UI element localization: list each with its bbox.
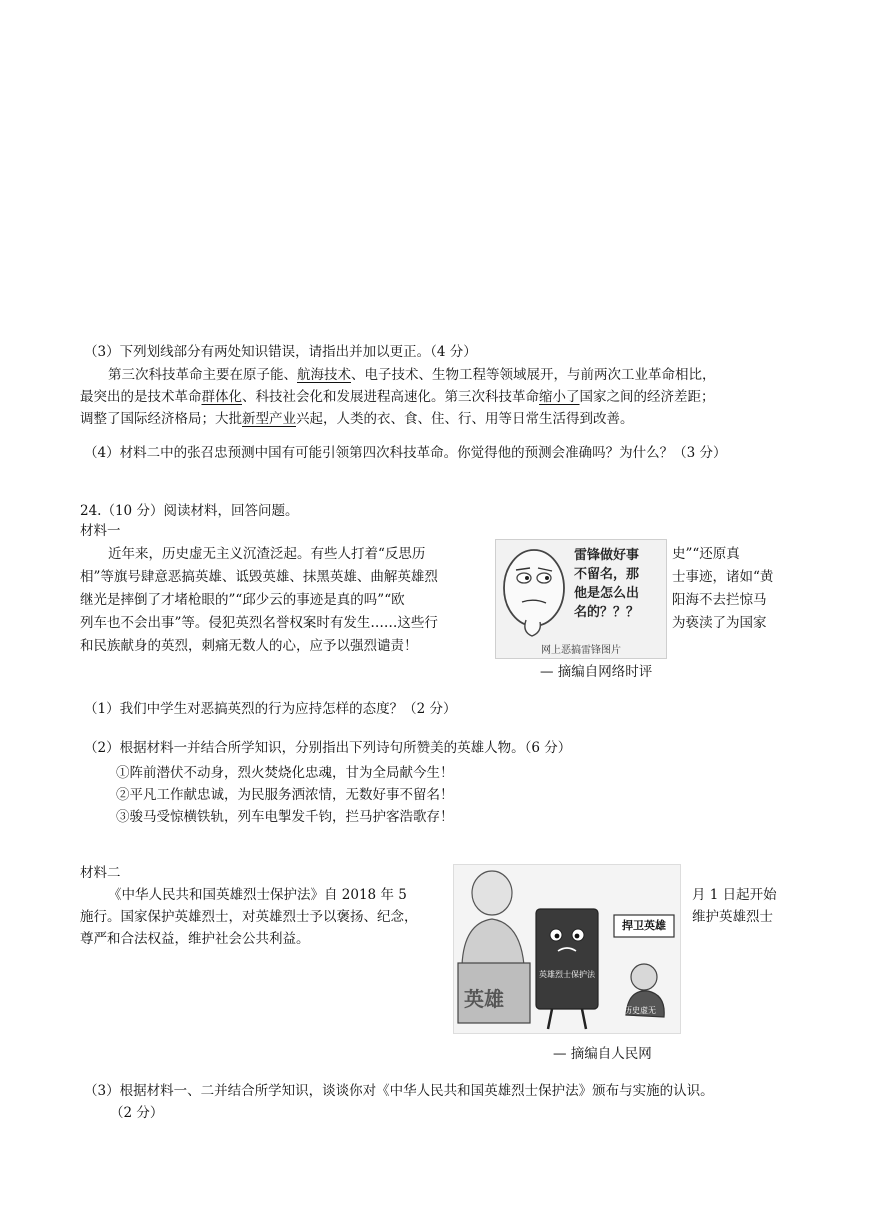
q24-header: 24.（10 分）阅读材料，回答问题。 [80,503,299,519]
material1-line2-right: 士事迹，诸如“黄 [672,569,774,585]
q23-part3-text-line2 [80,386,715,408]
material1-line1-left: 近年来，历史虚无主义沉渣泛起。有些人打着“反思历 [108,546,426,562]
material1-line2-left: 相”等旗号肆意恶搞英雄、诋毁英雄、抹黑英雄、曲解英雄烈 [80,569,438,585]
cartoon-villain-label: 历史虚无 [624,1006,656,1015]
material2-line2-right: 维护英雄烈士 [692,909,773,925]
material1-line3-left: 继光是摔倒了才堵枪眼的”“邱少云的事迹是真的吗”“欧 [80,592,405,608]
underlined-segment: 航海技术 [297,367,351,383]
q23-part3-text-line1 [108,364,716,386]
q24-part3-prompt-line1: （3）根据材料一、二并结合所学知识，谈谈你对《中华人民共和国英雄烈士保护法》颁布与实施的认识。 [84,1083,714,1099]
underlined-segment: 缩小了 [539,389,580,405]
material1-line4-left: 列车也不会出事”等。侵犯英烈名誉权案时有发生……这些行 [80,615,438,631]
meme-text-line: 不留名，那 [574,567,640,582]
poem-line-2: ②平凡工作献忠诚，为民服务洒浓情，无数好事不留名！ [116,787,454,803]
q23-part3-text-line3 [80,408,634,430]
material1-source: — 摘编自网络时评 [540,664,653,680]
meme-image [495,539,667,659]
material2-line1-right: 月 1 日起开始 [692,887,777,903]
material2-line3: 尊严和合法权益，维护社会公共利益。 [80,931,310,947]
material1-title: 材料一 [80,523,121,539]
material1-line1-right: 史”“还原真 [672,546,740,562]
underlined-segment: 新型产业 [242,411,296,427]
q24-part2-prompt: （2）根据材料一并结合所学知识，分别指出下列诗句所赞美的英雄人物。（6 分） [84,740,572,756]
q24-part1-prompt: （1）我们中学生对恶搞英烈的行为应持怎样的态度？（2 分） [84,701,457,717]
q23-part4-prompt: （4）材料二中的张召忠预测中国有可能引领第四次科技革命。你觉得他的预测会准确吗？为什么？（3 分） [84,445,727,461]
cartoon-base-label: 英雄 [464,987,504,1011]
material2-line1-left: 《中华人民共和国英雄烈士保护法》自 2018 年 5 [108,887,407,903]
material2-line2-left: 施行。国家保护英雄烈士，对英雄烈士予以褒扬、纪念， [80,909,418,925]
material1-line3-right: 阳海不去拦惊马 [672,592,767,608]
text-segment: 、电子技术、生物工程等领域展开，与前两次工业革命相比， [351,367,716,383]
text-segment: 第三次科技革命主要在原子能、 [108,367,297,383]
meme-caption: 网上恶搞雷锋图片 [541,645,621,656]
poem-line-3: ③骏马受惊横铁轨，列车电掣发千钧，拦马护客浩歌存！ [116,809,454,825]
meme-text-line: 名的？？？ [574,605,640,620]
text-segment: 调整了国际经济格局；大批 [80,411,242,427]
material1-line4-right: 为亵渎了为国家 [672,615,767,631]
meme-text-line: 他是怎么出 [574,586,640,601]
material2-source: — 摘编自人民网 [553,1046,652,1062]
cartoon-sign-text: 捍卫英雄 [622,919,666,932]
poem-line-1: ①阵前潜伏不动身，烈火焚烧化忠魂，甘为全局献今生！ [116,765,454,781]
hero-protection-cartoon [453,864,681,1034]
q24-part3-prompt-line2: （2 分） [110,1105,164,1121]
underlined-segment: 群体化 [201,389,242,405]
meme-text-line: 雷锋做好事 [574,548,640,563]
material1-line5: 和民族献身的英烈，刺痛无数人的心，应予以强烈谴责！ [80,638,418,654]
q23-part3-prompt: （3）下列划线部分有两处知识错误，请指出并加以更正。（4 分） [84,344,477,360]
text-segment: 、科技社会化和发展进程高速化。第三次科技革命 [242,389,539,405]
material2-title: 材料二 [80,865,121,881]
meme-text [574,546,639,622]
text-segment: 兴起，人类的衣、食、住、行、用等日常生活得到改善。 [296,411,634,427]
cartoon-book-label: 英雄烈士保护法 [539,970,595,979]
text-segment: 国家之间的经济差距； [579,389,715,405]
text-segment: 最突出的是技术革命 [80,389,202,405]
